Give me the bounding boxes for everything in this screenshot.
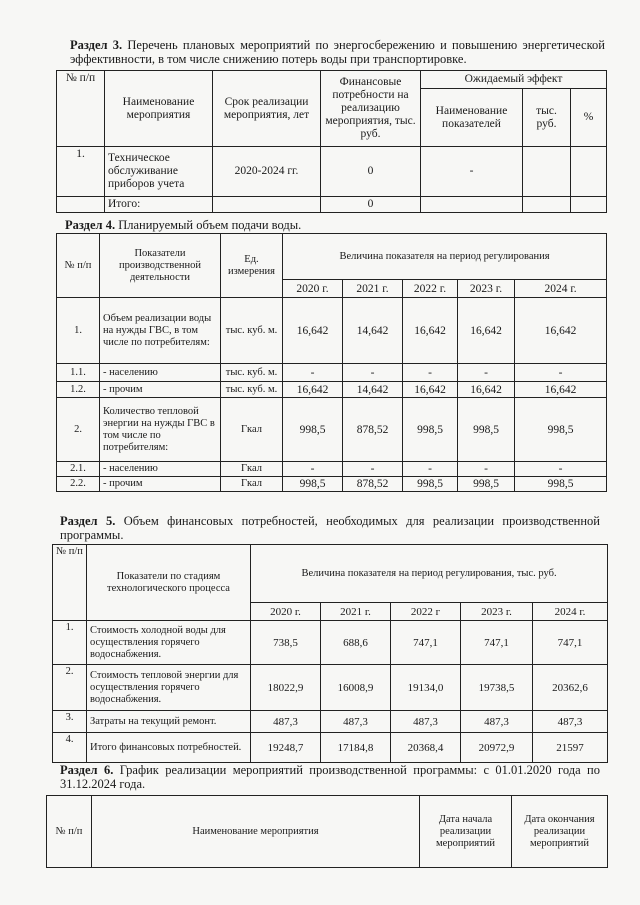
s4-row-value: 14,642 [343, 298, 403, 364]
s5-year-2022: 2022 г [391, 603, 461, 621]
s4-row-value: 16,642 [283, 382, 343, 398]
s3-header-effect: Ожидаемый эффект [421, 71, 607, 89]
s5-row-value: 487,3 [321, 711, 391, 733]
s4-row-num: 2.1. [57, 462, 100, 477]
s5-row-num: 1. [53, 621, 87, 665]
s4-header-period: Величина показателя на период регулирования [283, 234, 607, 280]
s4-row-value: - [403, 364, 458, 382]
s3-row-num: 1. [57, 147, 105, 197]
s4-row-unit: Гкал [221, 398, 283, 462]
s4-row-num: 1.2. [57, 382, 100, 398]
s4-row-value: 16,642 [403, 298, 458, 364]
s4-row-value: 998,5 [283, 398, 343, 462]
table-row [53, 711, 608, 733]
s3-total-term [213, 197, 321, 213]
s4-row-name: - прочим [100, 382, 221, 398]
section-6-table [46, 795, 608, 868]
s4-row-value: 16,642 [458, 298, 515, 364]
s5-row-value: 487,3 [533, 711, 608, 733]
s3-header-num: № п/п [57, 71, 105, 147]
s4-row-unit: Гкал [221, 477, 283, 492]
s4-row-name: - населению [100, 462, 221, 477]
s5-row-value: 487,3 [391, 711, 461, 733]
s4-row-unit: Гкал [221, 462, 283, 477]
table-row [57, 197, 607, 213]
s5-row-name: Затраты на текущий ремонт. [87, 711, 251, 733]
table-row [57, 382, 607, 398]
s5-year-2023: 2023 г. [461, 603, 533, 621]
table-row [53, 621, 608, 665]
s4-row-value: 998,5 [458, 477, 515, 492]
s5-header-period: Величина показателя на период регулирования, тыс. руб. [251, 545, 608, 603]
s4-row-value: - [343, 364, 403, 382]
s5-row-value: 19248,7 [251, 733, 321, 763]
s4-row-value: - [283, 364, 343, 382]
s3-header-term: Срок реализации мероприятия, лет [213, 71, 321, 147]
s3-row-name: Техническое обслуживание приборов учета [105, 147, 213, 197]
s5-row-num: 3. [53, 711, 87, 733]
s4-row-value: 14,642 [343, 382, 403, 398]
s5-row-value: 17184,8 [321, 733, 391, 763]
section-6-title [60, 763, 600, 791]
s3-header-rub: тыс. руб. [523, 89, 571, 147]
s3-total-ind [421, 197, 523, 213]
s4-row-unit: тыс. куб. м. [221, 298, 283, 364]
s4-year-2020: 2020 г. [283, 280, 343, 298]
s4-year-2022: 2022 г. [403, 280, 458, 298]
s4-row-value: 998,5 [458, 398, 515, 462]
table-row [53, 665, 608, 711]
s5-row-value: 487,3 [461, 711, 533, 733]
s4-row-value: - [283, 462, 343, 477]
s5-row-value: 747,1 [533, 621, 608, 665]
s5-row-value: 20972,9 [461, 733, 533, 763]
s5-row-num: 2. [53, 665, 87, 711]
s4-row-name: - населению [100, 364, 221, 382]
s4-row-value: 998,5 [283, 477, 343, 492]
s4-row-value: - [458, 462, 515, 477]
s4-row-value: 16,642 [515, 382, 607, 398]
s4-row-value: 16,642 [403, 382, 458, 398]
s4-row-value: 998,5 [515, 477, 607, 492]
s4-row-name: - прочим [100, 477, 221, 492]
s5-header-num: № п/п [53, 545, 87, 621]
s6-header-num: № п/п [47, 796, 92, 868]
section-6-text: График реализации мероприятий производственной программы: с 01.01.2020 года по 31.12.2024 года. [60, 763, 600, 791]
s4-row-value: 878,52 [343, 398, 403, 462]
s4-row-value: - [403, 462, 458, 477]
s5-row-value: 16008,9 [321, 665, 391, 711]
s5-row-value: 688,6 [321, 621, 391, 665]
s5-row-name: Стоимость холодной воды для осуществления горячего водоснабжения. [87, 621, 251, 665]
section-3-title [70, 38, 605, 66]
s4-row-value: 998,5 [403, 398, 458, 462]
s3-header-fin: Финансовые потребности на реализацию мероприятия, тыс. руб. [321, 71, 421, 147]
s3-header-pct: % [571, 89, 607, 147]
s4-row-num: 1. [57, 298, 100, 364]
s5-row-value: 20362,6 [533, 665, 608, 711]
s5-row-value: 738,5 [251, 621, 321, 665]
section-5-text: Объем финансовых потребностей, необходимых для реализации производственной программы. [60, 514, 600, 542]
s4-row-value: - [515, 364, 607, 382]
s4-row-value: - [515, 462, 607, 477]
s3-row-pct [571, 147, 607, 197]
s5-row-value: 19134,0 [391, 665, 461, 711]
s3-row-term: 2020-2024 гг. [213, 147, 321, 197]
s6-header-end: Дата окончания реализации мероприятий [512, 796, 608, 868]
s3-header-name: Наименование мероприятия [105, 71, 213, 147]
s5-row-value: 18022,9 [251, 665, 321, 711]
s3-header-indicators: Наименование показателей [421, 89, 523, 147]
s5-header-indicators: Показатели по стадиям технологического процесса [87, 545, 251, 621]
section-5-table [52, 544, 608, 763]
s5-row-value: 487,3 [251, 711, 321, 733]
s3-total-value: 0 [321, 197, 421, 213]
s6-header-name: Наименование мероприятия [92, 796, 420, 868]
s4-year-2023: 2023 г. [458, 280, 515, 298]
s4-row-value: 998,5 [515, 398, 607, 462]
s3-total-label: Итого: [105, 197, 213, 213]
s4-row-num: 2.2. [57, 477, 100, 492]
s4-row-value: 16,642 [283, 298, 343, 364]
s5-row-value: 19738,5 [461, 665, 533, 711]
section-4-title [65, 218, 605, 232]
s5-row-name: Итого финансовых потребностей. [87, 733, 251, 763]
s4-row-value: 16,642 [458, 382, 515, 398]
s4-row-value: - [458, 364, 515, 382]
section-3-text: Перечень плановых мероприятий по энергосбережению и повышению энергетической эффективности, в том числе снижению потерь воды при транспортировке. [70, 38, 605, 66]
section-3-table [56, 70, 607, 213]
table-row [57, 398, 607, 462]
s5-row-value: 20368,4 [391, 733, 461, 763]
s4-row-unit: тыс. куб. м. [221, 382, 283, 398]
section-4-text: Планируемый объем подачи воды. [115, 218, 302, 232]
s5-year-2024: 2024 г. [533, 603, 608, 621]
s4-row-name: Количество тепловой энергии на нужды ГВС в том числе по потребителям: [100, 398, 221, 462]
s3-row-fin: 0 [321, 147, 421, 197]
s5-year-2020: 2020 г. [251, 603, 321, 621]
s4-year-2021: 2021 г. [343, 280, 403, 298]
s5-row-value: 747,1 [461, 621, 533, 665]
s4-year-2024: 2024 г. [515, 280, 607, 298]
section-5-label: Раздел 5. [60, 514, 116, 528]
s5-row-value: 747,1 [391, 621, 461, 665]
s4-row-unit: тыс. куб. м. [221, 364, 283, 382]
section-3-label: Раздел 3. [70, 38, 123, 52]
s4-row-value: 16,642 [515, 298, 607, 364]
s5-row-num: 4. [53, 733, 87, 763]
s4-row-value: 998,5 [403, 477, 458, 492]
table-row [53, 733, 608, 763]
section-4-label: Раздел 4. [65, 218, 116, 232]
s4-header-num: № п/п [57, 234, 100, 298]
s3-total-rub [523, 197, 571, 213]
s5-row-value: 21597 [533, 733, 608, 763]
s3-total-pct [571, 197, 607, 213]
s4-row-name: Объем реализации воды на нужды ГВС, в том числе по потребителям: [100, 298, 221, 364]
table-row [57, 462, 607, 477]
table-row [57, 477, 607, 492]
s5-year-2021: 2021 г. [321, 603, 391, 621]
section-5-title [60, 514, 600, 542]
s4-header-unit: Ед. измерения [221, 234, 283, 298]
s5-row-name: Стоимость тепловой энергии для осуществления горячего водоснабжения. [87, 665, 251, 711]
table-row [57, 298, 607, 364]
s6-header-start: Дата начала реализации мероприятий [420, 796, 512, 868]
table-row [57, 364, 607, 382]
section-6-label: Раздел 6. [60, 763, 114, 777]
s4-row-num: 2. [57, 398, 100, 462]
s4-row-num: 1.1. [57, 364, 100, 382]
s4-row-value: 878,52 [343, 477, 403, 492]
section-4-table [56, 233, 607, 492]
table-row [57, 147, 607, 197]
s3-row-indicator: - [421, 147, 523, 197]
s3-total-num [57, 197, 105, 213]
s4-row-value: - [343, 462, 403, 477]
s4-header-indicators: Показатели производственной деятельности [100, 234, 221, 298]
s3-row-rub [523, 147, 571, 197]
